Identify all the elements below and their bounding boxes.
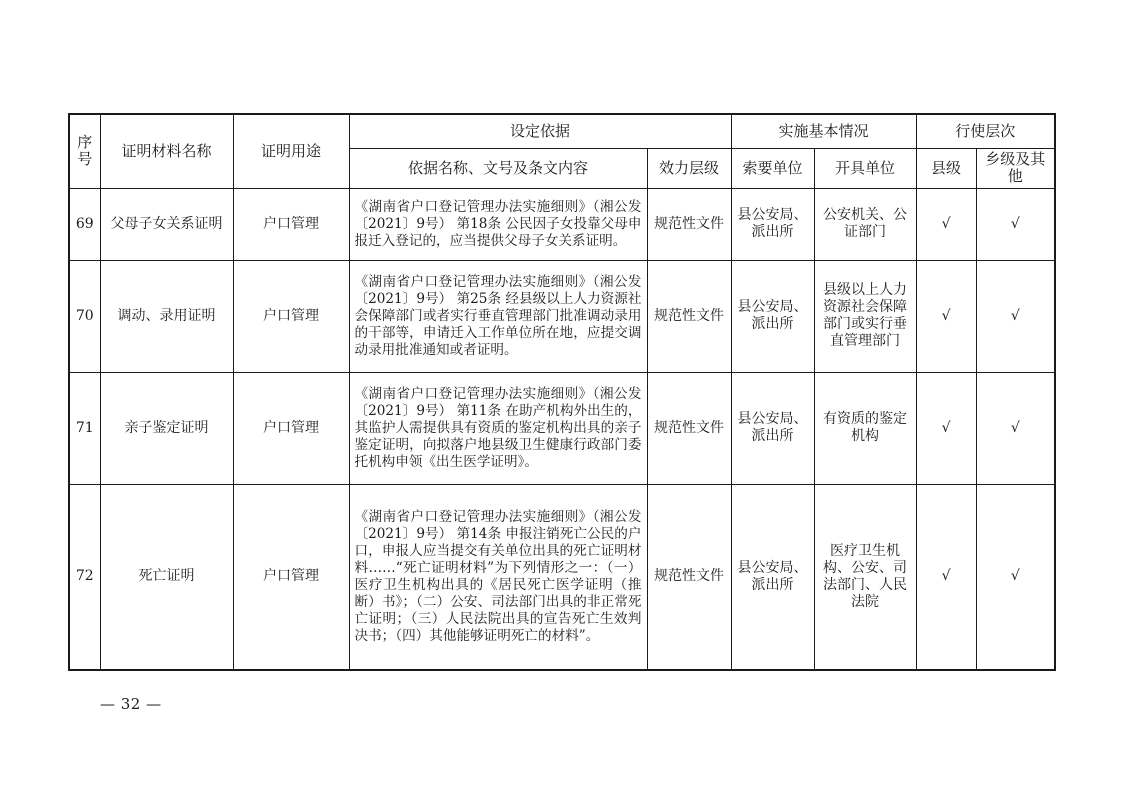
header-seq: 序号: [69, 114, 100, 188]
row-use: 户口管理: [233, 260, 349, 372]
row-basis: 《湖南省户口登记管理办法实施细则》（湘公发〔2021〕9号） 第14条 申报注销死亡公民的户口，申报人应当提交有关单位出具的死亡证明材料……“死亡证明材料”为下列情形之一：（一）医疗卫生机构出具的《居民死亡医学证明（推断）书》；（二）公安、司法部门出具的非正常死亡证明；（三）人民法院出具的宣告死亡生效判决书；（四）其他能够证明死亡的材料”。: [349, 484, 647, 670]
table-row: [69, 372, 1055, 484]
page-number: — 32 —: [100, 695, 162, 713]
certificate-table: [68, 113, 1056, 671]
header-issue-unit: 开具单位: [814, 148, 916, 188]
row-issue: 医疗卫生机构、公安、司法部门、人民法院: [814, 484, 916, 670]
row-basis: 《湖南省户口登记管理办法实施细则》（湘公发〔2021〕9号） 第25条 经县级以上人力资源社会保障部门或者实行垂直管理部门批准调动录用的干部等，申请迁入工作单位所在地，应提交调动录用批准通知或者证明。: [349, 260, 647, 372]
row-effect: 规范性文件: [647, 188, 731, 260]
row-effect: 规范性文件: [647, 372, 731, 484]
row-basis: 《湖南省户口登记管理办法实施细则》（湘公发〔2021〕9号） 第11条 在助产机构外出生的，其监护人需提供具有资质的鉴定机构出具的亲子鉴定证明，向拟落户地县级卫生健康行政部门委托机构申领《出生医学证明》。: [349, 372, 647, 484]
row-basis: 《湖南省户口登记管理办法实施细则》（湘公发〔2021〕9号） 第18条 公民因子女投靠父母申报迁入登记的，应当提供父母子女关系证明。: [349, 188, 647, 260]
row-effect: 规范性文件: [647, 260, 731, 372]
row-county-check: √: [916, 484, 976, 670]
row-effect: 规范性文件: [647, 484, 731, 670]
row-issue: 有资质的鉴定机构: [814, 372, 916, 484]
row-use: 户口管理: [233, 188, 349, 260]
row-name: 父母子女关系证明: [100, 188, 233, 260]
row-seq: 72: [69, 484, 100, 670]
header-level-group: 行使层次: [916, 114, 1055, 148]
header-use: 证明用途: [233, 114, 349, 188]
row-seq: 70: [69, 260, 100, 372]
row-name: 亲子鉴定证明: [100, 372, 233, 484]
header-request-unit: 索要单位: [731, 148, 814, 188]
header-basis-content: 依据名称、文号及条文内容: [349, 148, 647, 188]
row-request: 县公安局、派出所: [731, 188, 814, 260]
row-use: 户口管理: [233, 484, 349, 670]
row-township-check: √: [976, 484, 1055, 670]
table-row: [69, 260, 1055, 372]
header-effect-level: 效力层级: [647, 148, 731, 188]
row-county-check: √: [916, 260, 976, 372]
table-row: [69, 484, 1055, 670]
row-township-check: √: [976, 260, 1055, 372]
row-issue: 县级以上人力资源社会保障部门或实行垂直管理部门: [814, 260, 916, 372]
header-basis-group: 设定依据: [349, 114, 731, 148]
row-name: 调动、录用证明: [100, 260, 233, 372]
table-header: [69, 114, 1055, 188]
row-township-check: √: [976, 372, 1055, 484]
row-township-check: √: [976, 188, 1055, 260]
row-request: 县公安局、派出所: [731, 260, 814, 372]
row-seq: 69: [69, 188, 100, 260]
header-county: 县级: [916, 148, 976, 188]
row-use: 户口管理: [233, 372, 349, 484]
row-seq: 71: [69, 372, 100, 484]
table-body: [69, 188, 1055, 670]
header-township: 乡级及其他: [976, 148, 1055, 188]
row-county-check: √: [916, 188, 976, 260]
row-county-check: √: [916, 372, 976, 484]
header-name: 证明材料名称: [100, 114, 233, 188]
header-impl-group: 实施基本情况: [731, 114, 916, 148]
row-request: 县公安局、派出所: [731, 484, 814, 670]
row-request: 县公安局、派出所: [731, 372, 814, 484]
row-name: 死亡证明: [100, 484, 233, 670]
table-row: [69, 188, 1055, 260]
row-issue: 公安机关、公证部门: [814, 188, 916, 260]
